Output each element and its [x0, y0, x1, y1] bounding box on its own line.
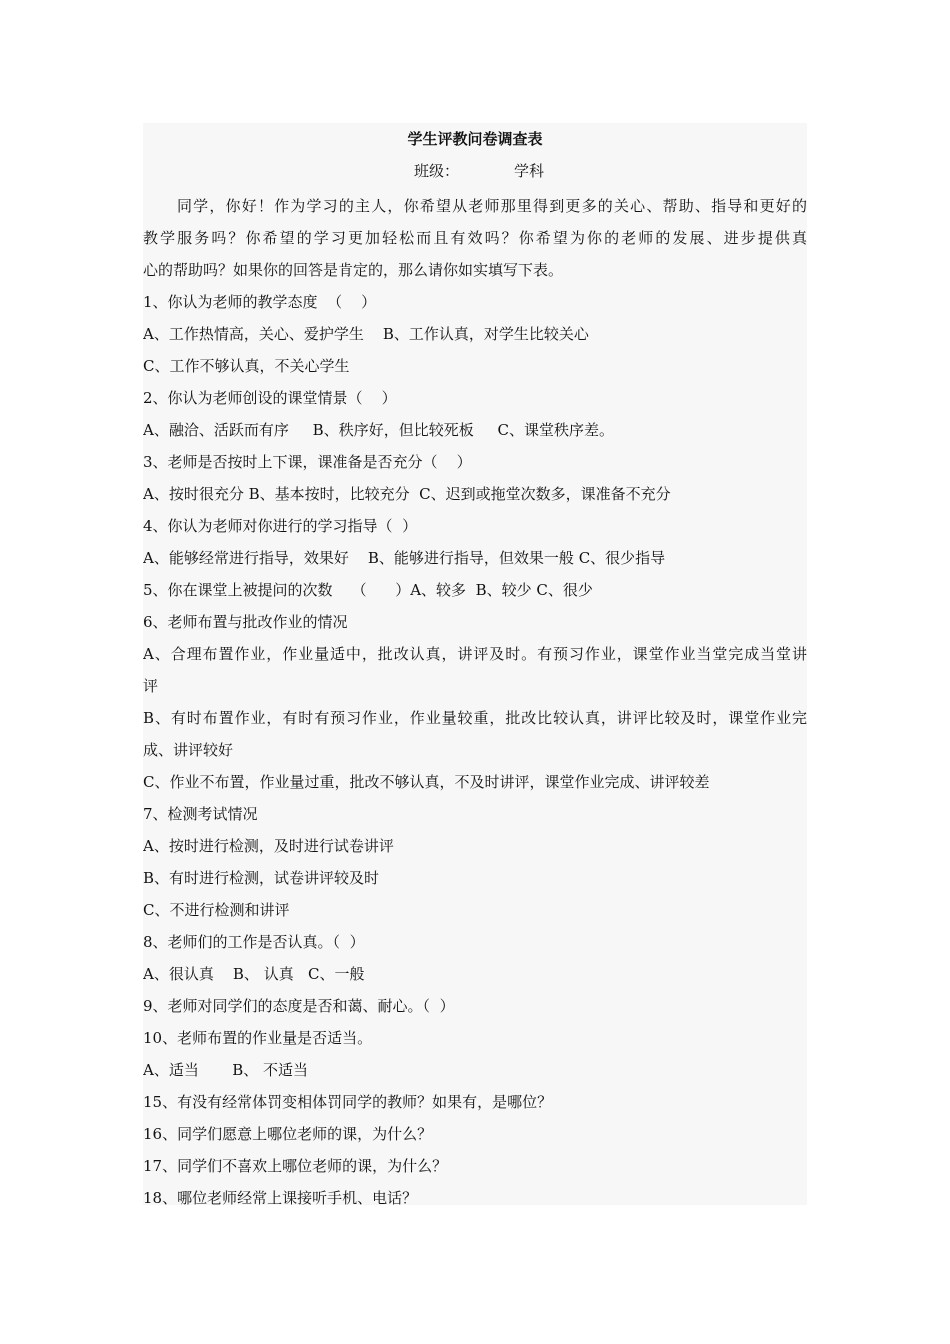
survey-line: A、融洽、活跃而有序 B、秩序好，但比较死板 C、课堂秩序差。: [143, 421, 615, 439]
survey-line: A、按时进行检测，及时进行试卷讲评: [143, 837, 394, 855]
survey-line: 10、老师布置的作业量是否适当。: [143, 1029, 373, 1047]
survey-line: 9、老师对同学们的态度是否和蔼、耐心。（ ）: [143, 997, 455, 1015]
survey-line: 评: [143, 677, 159, 695]
survey-line: 6、老师布置与批改作业的情况: [143, 613, 348, 631]
survey-document: [143, 123, 807, 1205]
survey-line: 5、你在课堂上被提问的次数 （ ）A、较多 B、较少 C、很少: [143, 581, 593, 599]
survey-line: A、工作热情高，关心、爱护学生 B、工作认真，对学生比较关心: [143, 325, 589, 343]
survey-body: [143, 190, 807, 1214]
survey-line: 同学，你好！作为学习的主人，你希望从老师那里得到更多的关心、帮助、指导和更好的: [177, 197, 807, 215]
survey-line: 15、有没有经常体罚变相体罚同学的教师？如果有，是哪位？: [143, 1093, 553, 1111]
survey-line: C、不进行检测和讲评: [143, 901, 290, 919]
survey-line: B、有时布置作业，有时有预习作业，作业量较重，批改比较认真，讲评比较及时，课堂作业完: [143, 709, 807, 727]
survey-line: 教学服务吗？你希望的学习更加轻松而且有效吗？你希望为你的老师的发展、进步提供真: [143, 229, 807, 247]
class-label: 班级：: [414, 162, 460, 180]
survey-line: 1、你认为老师的教学态度 （ ）: [143, 293, 377, 311]
survey-line: 7、检测考试情况: [143, 805, 258, 823]
survey-line: 18、哪位老师经常上课接听手机、电话？: [143, 1189, 418, 1207]
survey-line: 16、同学们愿意上哪位老师的课，为什么？: [143, 1125, 433, 1143]
survey-line: C、作业不布置，作业量过重，批改不够认真，不及时讲评，课堂作业完成、讲评较差: [143, 773, 710, 791]
survey-line: 成、讲评较好: [143, 741, 234, 759]
survey-line: A、能够经常进行指导，效果好 B、能够进行指导，但效果一般 C、很少指导: [143, 549, 666, 567]
survey-line: 8、老师们的工作是否认真。（ ）: [143, 933, 365, 951]
survey-line: 17、同学们不喜欢上哪位老师的课，为什么？: [143, 1157, 448, 1175]
survey-line: A、适当 B、 不适当: [143, 1061, 309, 1079]
survey-line: B、有时进行检测，试卷讲评较及时: [143, 869, 380, 887]
survey-line: 4、你认为老师对你进行的学习指导（ ）: [143, 517, 418, 535]
survey-line: 2、你认为老师创设的课堂情景（ ）: [143, 389, 397, 407]
survey-line: 心的帮助吗？如果你的回答是肯定的，那么请你如实填写下表。: [143, 261, 564, 279]
survey-line: A、合理布置作业，作业量适中，批改认真，讲评及时。有预习作业，课堂作业当堂完成当堂讲: [143, 645, 807, 663]
survey-line: A、很认真 B、 认真 C、一般: [143, 965, 365, 983]
survey-line: C、工作不够认真，不关心学生: [143, 357, 350, 375]
document-title: 学生评教问卷调查表: [407, 130, 543, 148]
subject-label: 学科: [514, 162, 545, 180]
survey-line: A、按时很充分 B、基本按时，比较充分 C、迟到或拖堂次数多，课准备不充分: [143, 485, 671, 503]
survey-line: 3、老师是否按时上下课，课准备是否充分（ ）: [143, 453, 472, 471]
